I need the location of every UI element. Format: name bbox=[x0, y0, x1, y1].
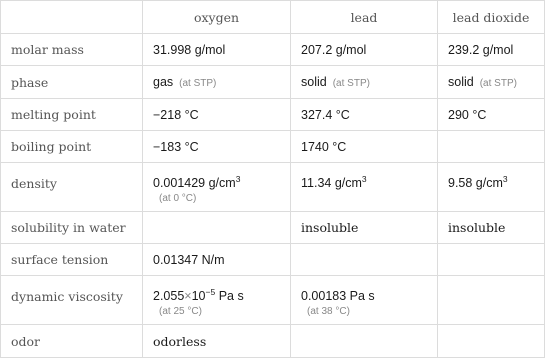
cell-lead bbox=[291, 276, 438, 325]
cell-lead bbox=[291, 244, 438, 276]
cell-lead-dioxide bbox=[438, 163, 545, 212]
cell-lead: 207.2 g/mol bbox=[291, 34, 438, 66]
density-value: 9.58 g/cm bbox=[448, 176, 503, 190]
row-label: dynamic viscosity bbox=[1, 276, 143, 325]
cell-oxygen bbox=[143, 212, 291, 244]
viscosity-value: 0.00183 Pa s bbox=[301, 289, 375, 303]
table-row-solubility bbox=[1, 212, 545, 244]
row-label: density bbox=[1, 163, 143, 212]
cell-lead-dioxide bbox=[438, 325, 545, 358]
condition-note: (at 25 °C) bbox=[159, 306, 202, 317]
cell-lead: insoluble bbox=[291, 212, 438, 244]
cell-oxygen: −218 °C bbox=[143, 99, 291, 131]
table-row-molar-mass bbox=[1, 34, 545, 66]
exponent: 3 bbox=[502, 173, 508, 184]
table-row-viscosity bbox=[1, 276, 545, 325]
header-lead: lead bbox=[291, 1, 438, 34]
phase-value: solid bbox=[448, 75, 474, 89]
phase-value: solid bbox=[301, 75, 327, 89]
cell-oxygen bbox=[143, 163, 291, 212]
table-row-melting-point bbox=[1, 99, 545, 131]
cell-oxygen bbox=[143, 66, 291, 99]
row-label: molar mass bbox=[1, 34, 143, 66]
condition-note: (at 0 °C) bbox=[159, 193, 197, 204]
cell-oxygen: odorless bbox=[143, 325, 291, 358]
cell-oxygen bbox=[143, 276, 291, 325]
cell-oxygen: 31.998 g/mol bbox=[143, 34, 291, 66]
viscosity-mantissa: 2.055 bbox=[153, 289, 185, 303]
cell-lead bbox=[291, 163, 438, 212]
exponent: 3 bbox=[235, 173, 241, 184]
row-label: surface tension bbox=[1, 244, 143, 276]
cell-lead-dioxide bbox=[438, 276, 545, 325]
row-label: melting point bbox=[1, 99, 143, 131]
condition-note: (at STP) bbox=[179, 78, 217, 89]
density-value: 11.34 g/cm bbox=[301, 176, 362, 190]
table-row-phase bbox=[1, 66, 545, 99]
cell-lead-dioxide bbox=[438, 66, 545, 99]
cell-lead: 1740 °C bbox=[291, 131, 438, 163]
cell-lead-dioxide: insoluble bbox=[438, 212, 545, 244]
header-row bbox=[1, 1, 545, 34]
header-empty bbox=[1, 1, 143, 34]
table-row-odor bbox=[1, 325, 545, 358]
cell-lead: 327.4 °C bbox=[291, 99, 438, 131]
cell-oxygen: 0.01347 N/m bbox=[143, 244, 291, 276]
density-value: 0.001429 g/cm bbox=[153, 176, 236, 190]
condition-note: (at STP) bbox=[479, 78, 517, 89]
cell-lead bbox=[291, 66, 438, 99]
row-label: phase bbox=[1, 66, 143, 99]
cell-lead-dioxide bbox=[438, 244, 545, 276]
row-label: solubility in water bbox=[1, 212, 143, 244]
table-row-density bbox=[1, 163, 545, 212]
times-sign: × bbox=[184, 289, 192, 303]
header-oxygen: oxygen bbox=[143, 1, 291, 34]
row-label: odor bbox=[1, 325, 143, 358]
exponent: 3 bbox=[361, 173, 367, 184]
viscosity-base: 10 bbox=[191, 289, 206, 303]
cell-oxygen: −183 °C bbox=[143, 131, 291, 163]
cell-lead-dioxide: 239.2 g/mol bbox=[438, 34, 545, 66]
phase-value: gas bbox=[153, 75, 174, 89]
table-row-surface-tension bbox=[1, 244, 545, 276]
condition-note: (at STP) bbox=[332, 78, 370, 89]
row-label: boiling point bbox=[1, 131, 143, 163]
cell-lead-dioxide bbox=[438, 131, 545, 163]
exponent: −5 bbox=[205, 286, 216, 297]
cell-lead bbox=[291, 325, 438, 358]
viscosity-unit: Pa s bbox=[218, 289, 244, 303]
table-row-boiling-point bbox=[1, 131, 545, 163]
header-lead-dioxide: lead dioxide bbox=[438, 1, 545, 34]
condition-note: (at 38 °C) bbox=[307, 306, 350, 317]
cell-lead-dioxide: 290 °C bbox=[438, 99, 545, 131]
